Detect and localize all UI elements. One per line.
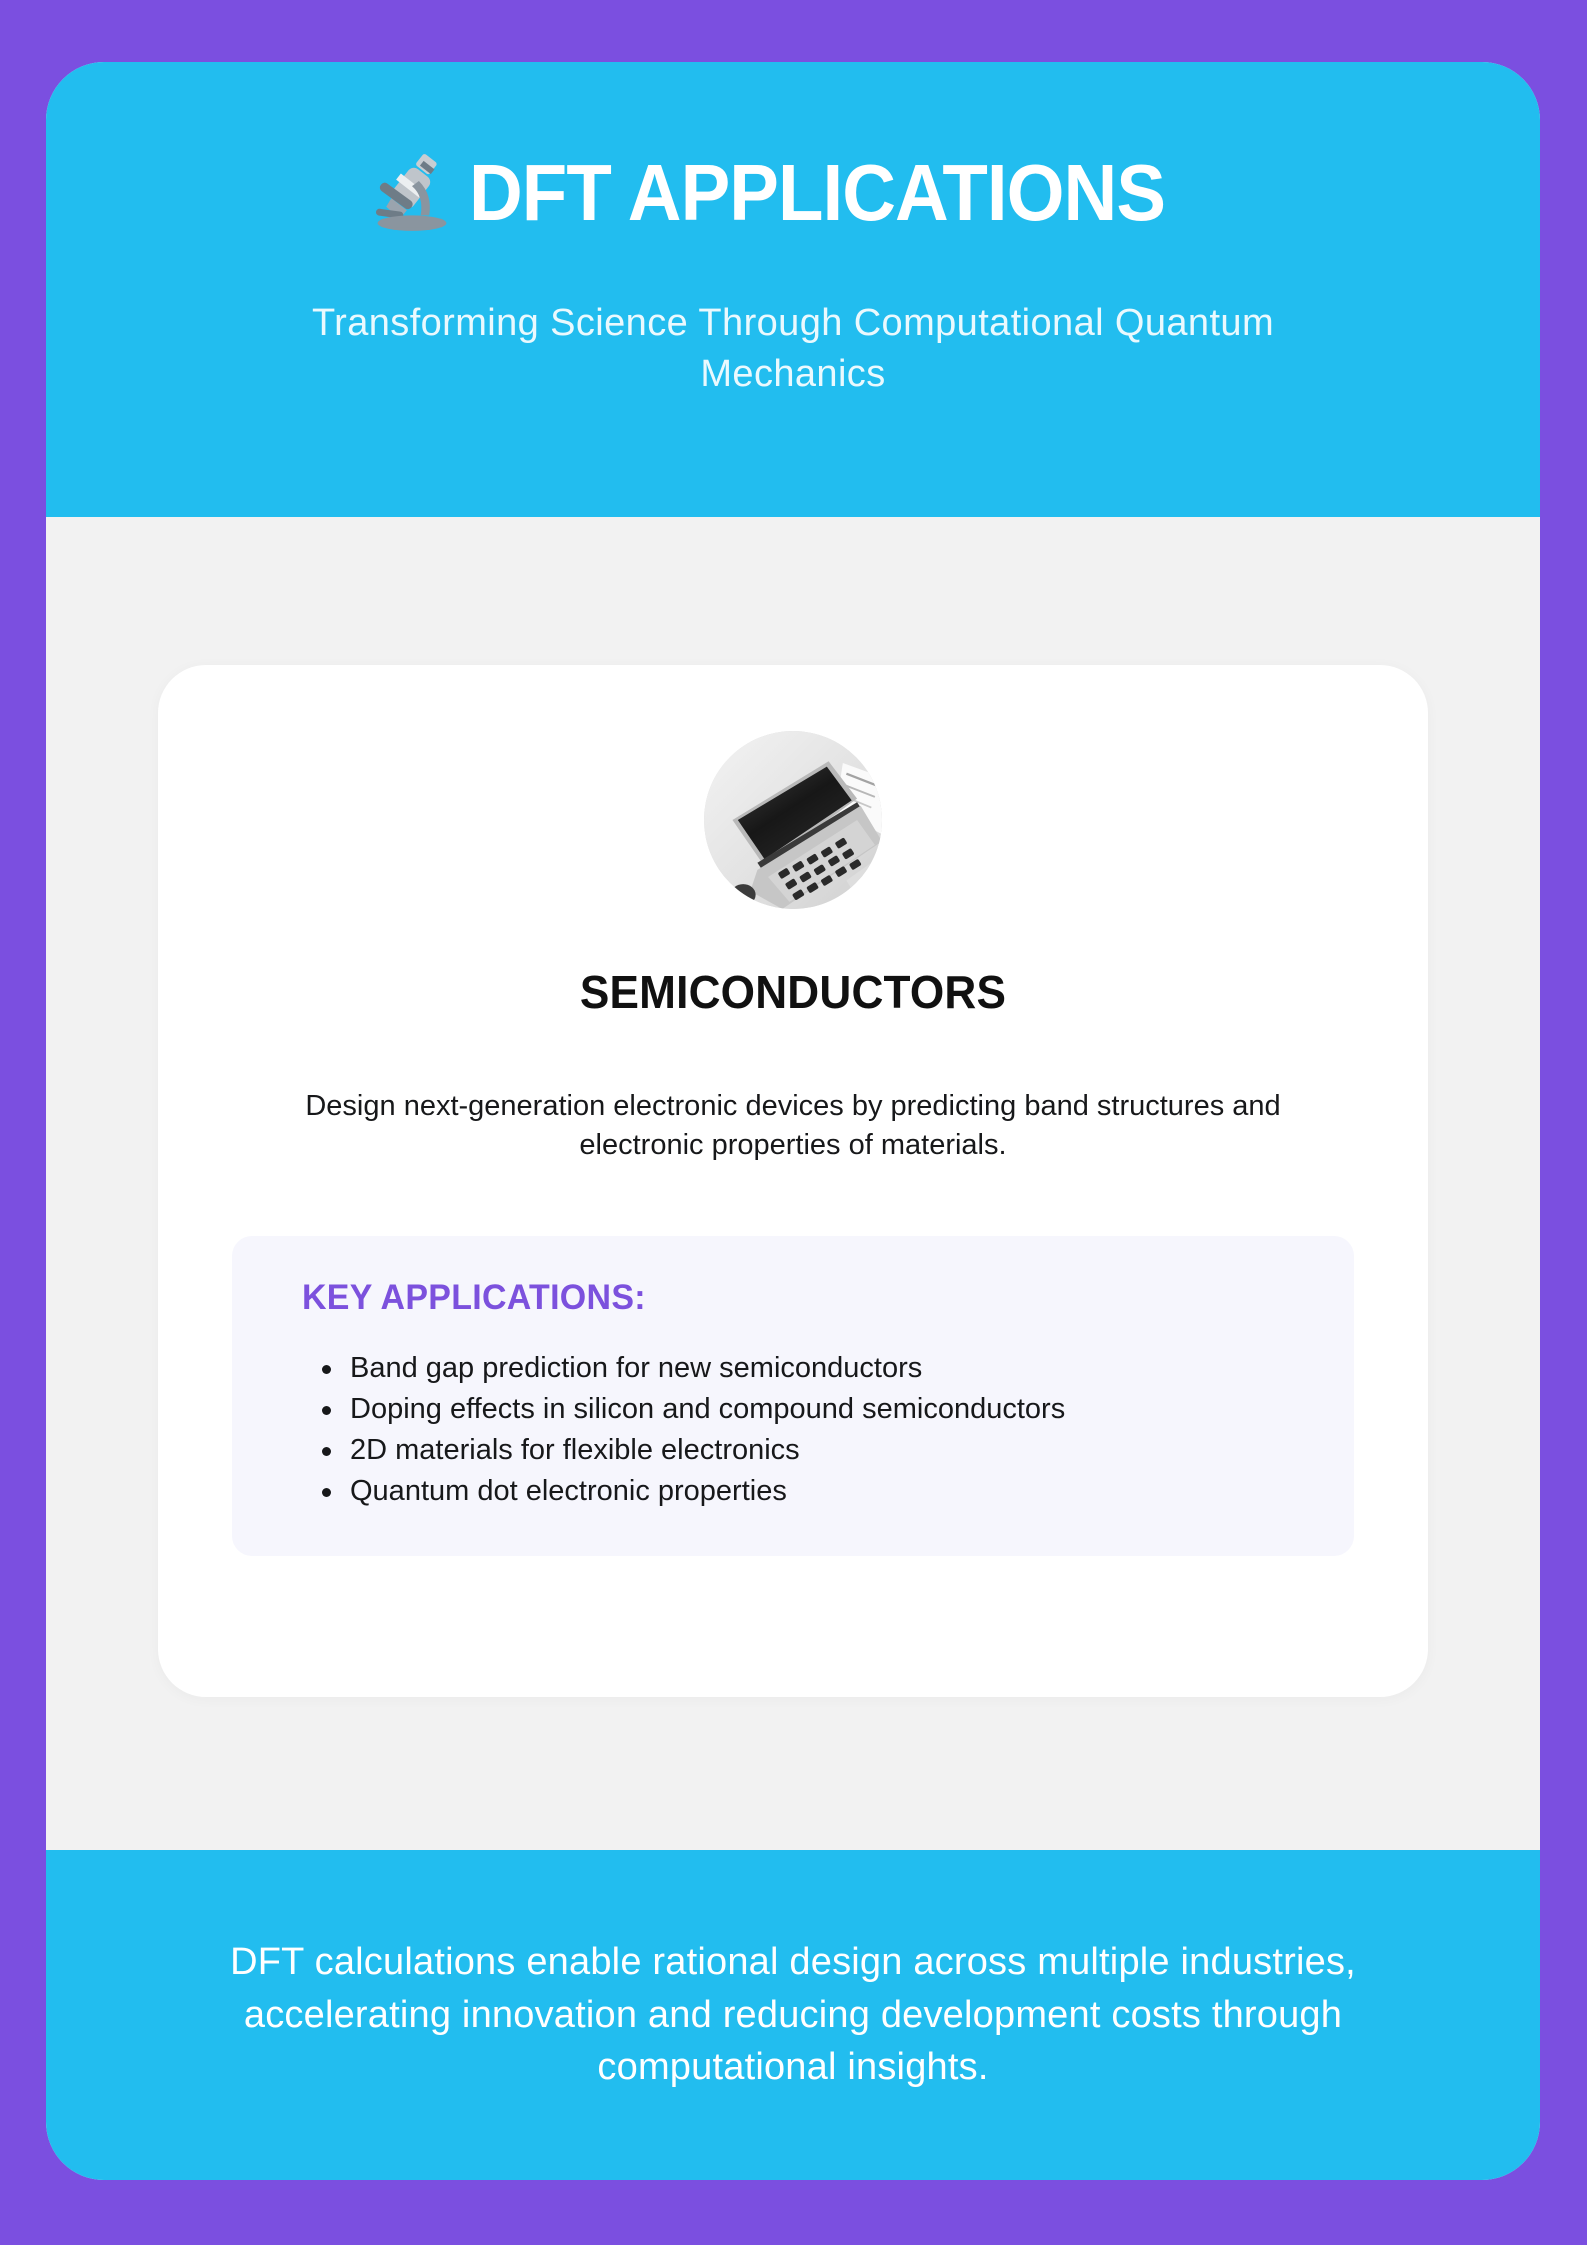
list-item: Doping effects in silicon and compound semiconductors — [320, 1395, 1296, 1424]
key-applications-heading: KEY APPLICATIONS: — [302, 1277, 646, 1317]
list-item: 2D materials for flexible electronics — [320, 1436, 1296, 1465]
list-item: Band gap prediction for new semiconductors — [320, 1354, 1296, 1383]
page-subtitle: Transforming Science Through Computational Quantum Mechanics — [311, 302, 1275, 396]
microscope-icon — [369, 150, 455, 236]
list-item: Quantum dot electronic properties — [320, 1477, 1296, 1506]
poster-body — [46, 517, 1540, 1850]
page-title: DFT APPLICATIONS — [468, 148, 1165, 237]
title-row — [116, 150, 1470, 236]
card-title: SEMICONDUCTORS — [579, 966, 1007, 1018]
poster-footer — [46, 1850, 1540, 2180]
content-card — [158, 665, 1428, 1697]
card-description: Design next-generation electronic devices by predicting band structures and electronic properties of materials. — [305, 1090, 1281, 1162]
footer-summary-text: DFT calculations enable rational design across multiple industries, accelerating innovation and reducing development costs through computational insights. — [230, 1941, 1356, 2089]
poster-frame — [46, 62, 1540, 2180]
key-applications-list — [290, 1351, 1296, 1507]
laptop-photo — [704, 731, 882, 909]
poster-header — [46, 62, 1540, 517]
key-applications-panel — [232, 1236, 1354, 1556]
